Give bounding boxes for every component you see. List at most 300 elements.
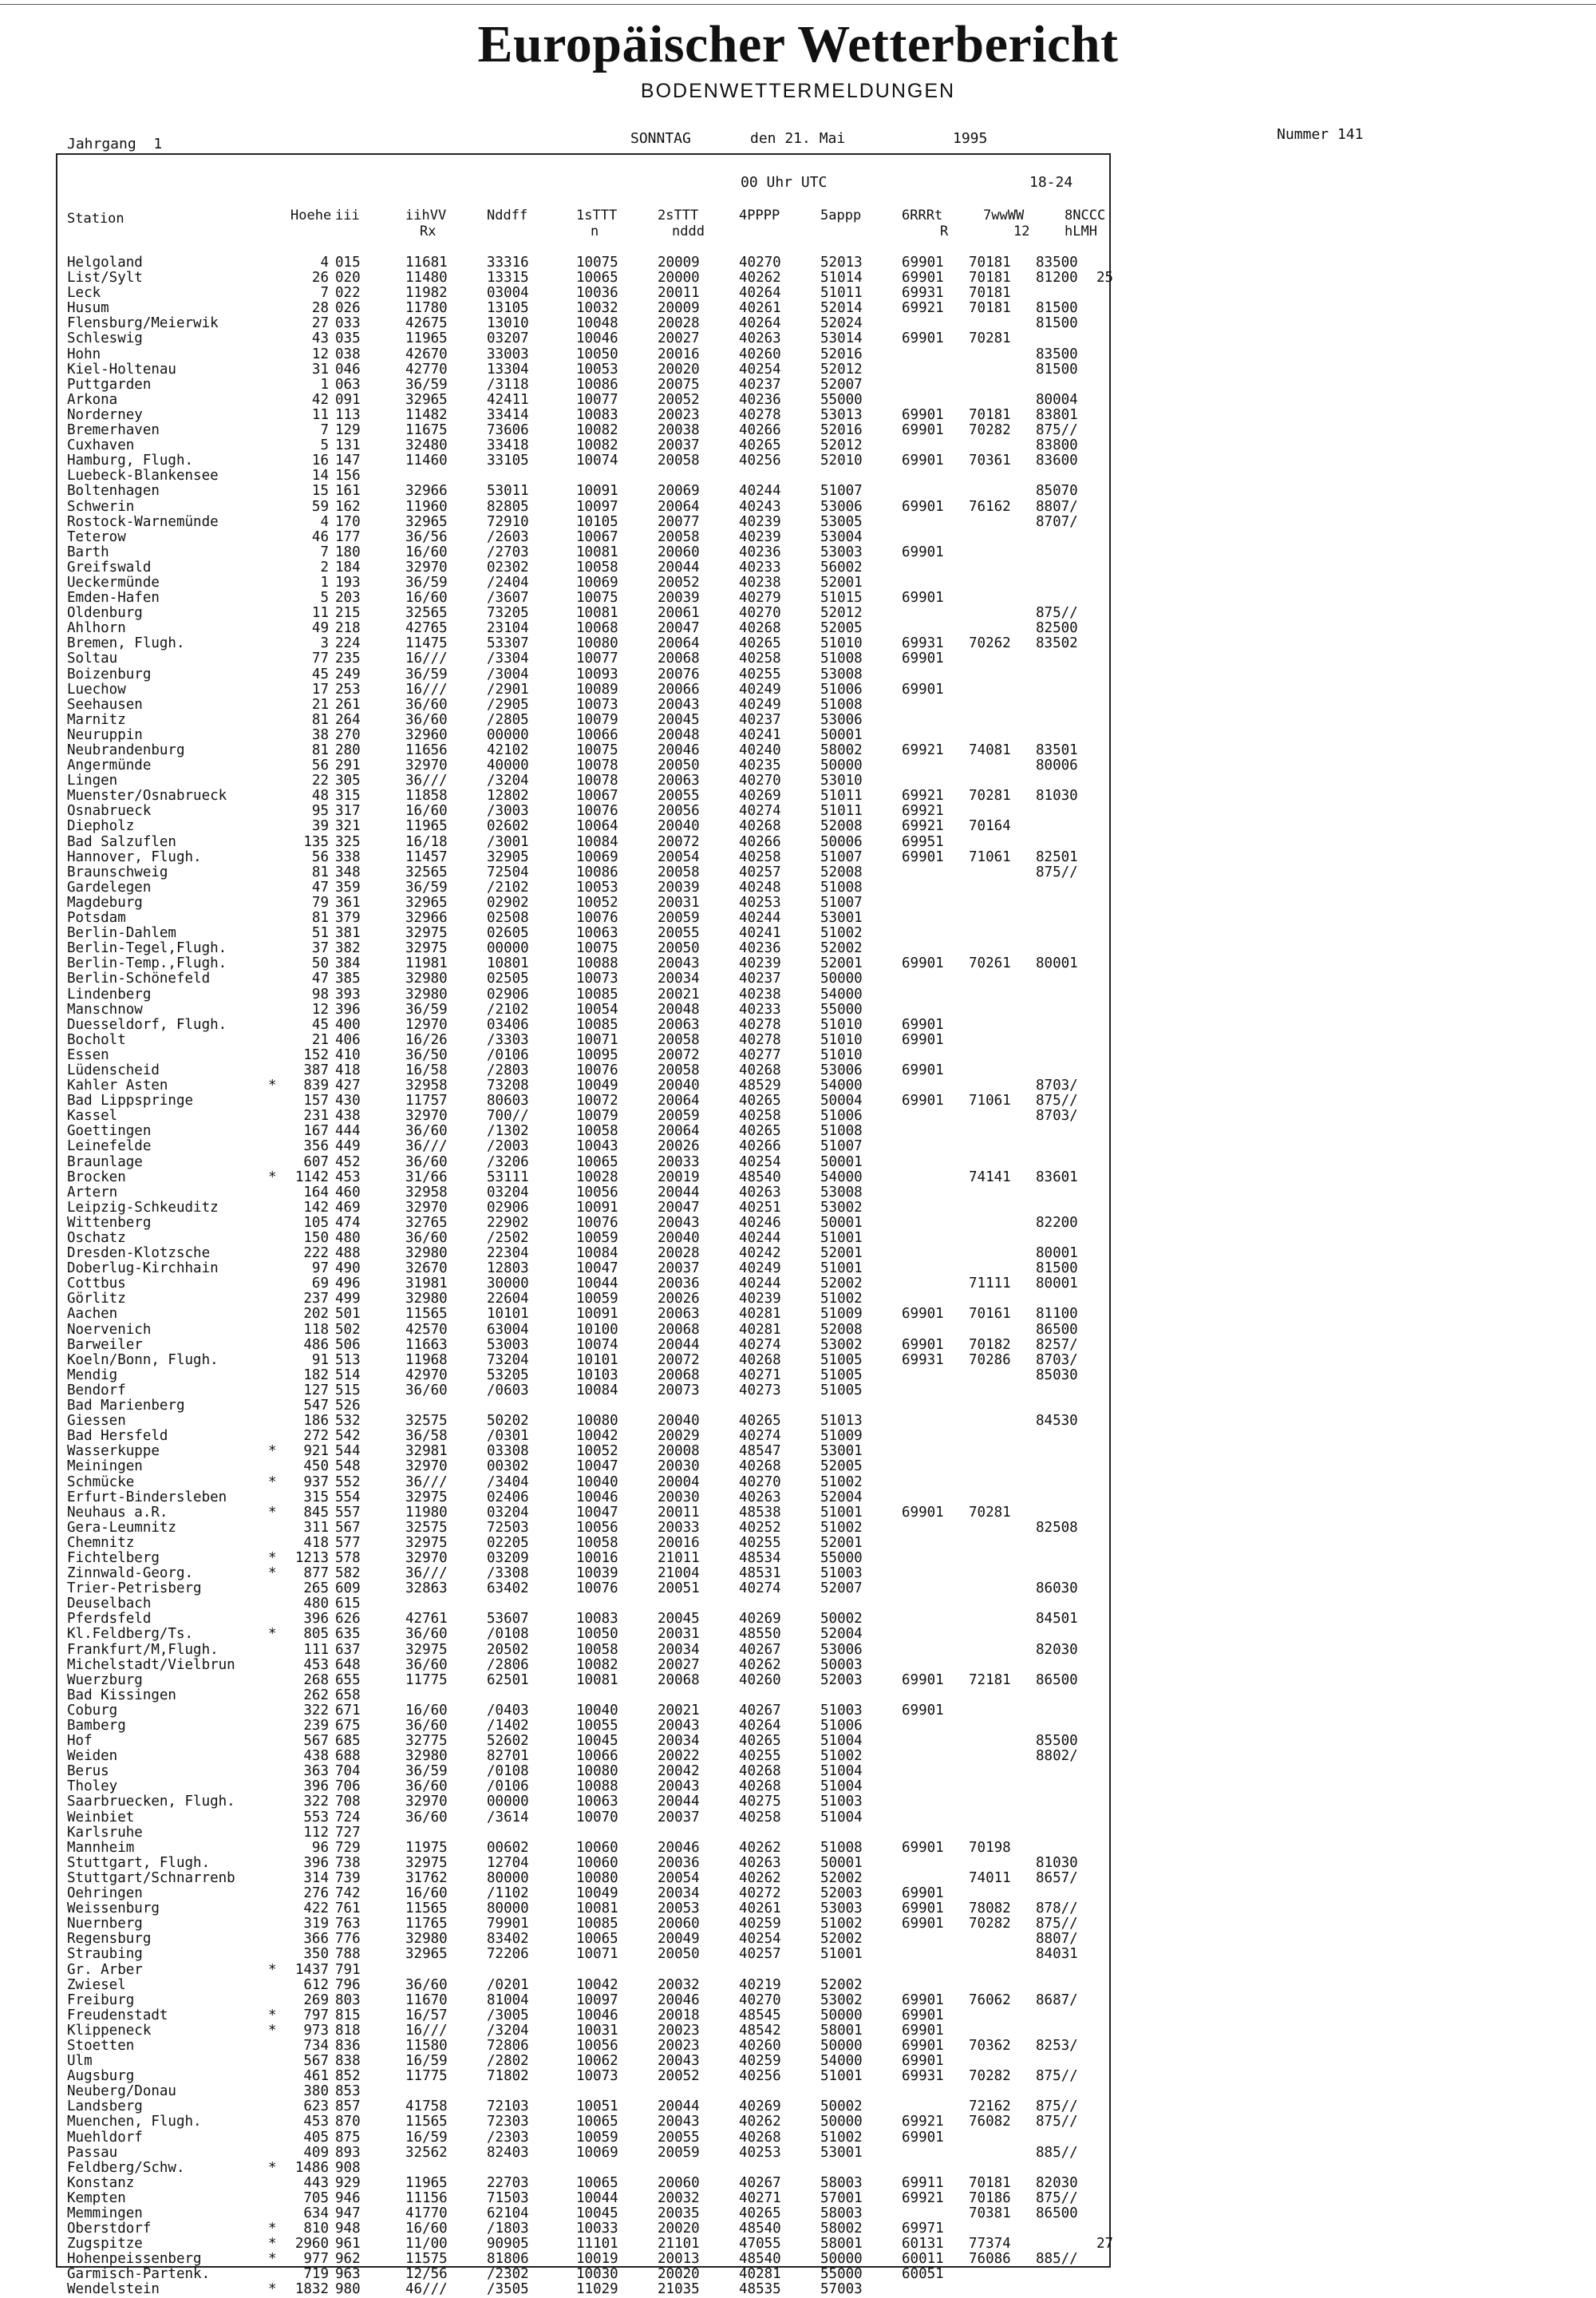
cell-iii: 738 xyxy=(335,1854,361,1871)
cell-2sttt: 20063 xyxy=(658,1016,700,1033)
cell-iihvv: 11765 xyxy=(405,1916,448,1932)
cell-4pppp: 40244 xyxy=(739,1230,781,1246)
cell-5appp: 54000 xyxy=(820,1169,863,1185)
cell-iii: 177 xyxy=(335,528,361,545)
cell-2sttt: 20023 xyxy=(658,2022,700,2039)
cell-iihvv: 32980 xyxy=(405,1291,448,1307)
table-row xyxy=(67,1048,1104,1063)
cell-2sttt: 20058 xyxy=(658,864,700,880)
cell-5appp: 58003 xyxy=(820,2205,863,2221)
table-row xyxy=(67,1521,1104,1536)
table-row xyxy=(67,2099,1104,2114)
cell-iihvv: 32975 xyxy=(405,1854,448,1871)
cell-nddff: 73208 xyxy=(487,1078,529,1094)
cell-alt-marker: * xyxy=(268,2159,277,2176)
cell-iihvv: 32965 xyxy=(405,513,448,530)
cell-4pppp: 40239 xyxy=(739,528,781,545)
cell-4pppp: 40278 xyxy=(739,1031,781,1048)
cell-2sttt: 20034 xyxy=(658,1885,700,1902)
cell-5appp: 50000 xyxy=(820,2037,863,2054)
cell-nddff: 50202 xyxy=(487,1413,529,1430)
cell-hoehe: 81 xyxy=(311,711,329,728)
cell-iihvv: 11670 xyxy=(405,1991,448,2008)
cell-2sttt: 20021 xyxy=(658,986,700,1003)
cell-4pppp: 40269 xyxy=(739,788,781,805)
cell-station: Schleswig xyxy=(67,330,143,347)
cell-1sttt: 10085 xyxy=(576,986,618,1003)
cell-iihvv: 11965 xyxy=(405,330,448,347)
cell-8nccc: 885// xyxy=(1036,2251,1078,2268)
cell-2sttt: 20077 xyxy=(658,513,700,530)
cell-iihvv: 11775 xyxy=(405,1671,448,1688)
cell-1sttt: 10082 xyxy=(576,422,618,439)
cell-2sttt: 20043 xyxy=(658,1778,700,1795)
cell-nddff: /1102 xyxy=(487,1885,529,1902)
cell-1sttt: 10067 xyxy=(576,528,618,545)
cell-iihvv: 42970 xyxy=(405,1367,448,1383)
cell-iii: 264 xyxy=(335,711,361,728)
cell-nddff: 22304 xyxy=(487,1245,529,1262)
cell-5appp: 52005 xyxy=(820,1458,863,1475)
cell-6rrrt: 69921 xyxy=(902,2114,944,2130)
table-row xyxy=(67,347,1104,362)
cell-nddff: /2303 xyxy=(487,2129,529,2146)
cell-8nccc: 8253/ xyxy=(1036,2037,1078,2054)
cell-2sttt: 20044 xyxy=(658,559,700,575)
cell-4pppp: 40252 xyxy=(739,1519,781,1536)
cell-1sttt: 10019 xyxy=(576,2251,618,2268)
cell-5appp: 52002 xyxy=(820,1931,863,1948)
table-row xyxy=(67,286,1104,301)
cell-iihvv: 16/60 xyxy=(405,1702,448,1719)
cell-iii: 637 xyxy=(335,1641,361,1658)
cell-2sttt: 20036 xyxy=(658,1854,700,1871)
cell-iihvv: 11780 xyxy=(405,300,448,317)
cell-iihvv: 32970 xyxy=(405,757,448,774)
cell-iii: 305 xyxy=(335,773,361,789)
cell-hoehe: 46 xyxy=(311,528,329,545)
table-row xyxy=(67,636,1104,651)
cell-iihvv: 42670 xyxy=(405,346,448,362)
cell-4pppp: 40254 xyxy=(739,1931,781,1948)
cell-nddff: 33418 xyxy=(487,437,529,454)
cell-hoehe: 553 xyxy=(303,1809,329,1825)
cell-4pppp: 48542 xyxy=(739,2022,781,2039)
cell-1sttt: 10064 xyxy=(576,818,618,835)
cell-1sttt: 10076 xyxy=(576,1214,618,1231)
cell-6rrrt: 69901 xyxy=(902,955,944,972)
cell-2sttt: 20043 xyxy=(658,2053,700,2070)
cell-iihvv: 11980 xyxy=(405,1504,448,1521)
cell-1sttt: 10088 xyxy=(576,955,618,972)
cell-8nccc: 875// xyxy=(1036,2189,1078,2206)
cell-1sttt: 10074 xyxy=(576,453,618,469)
cell-1sttt: 10075 xyxy=(576,742,618,758)
cell-4pppp: 40270 xyxy=(739,1991,781,2008)
cell-hoehe: 48 xyxy=(311,788,329,805)
cell-station: Bremerhaven xyxy=(67,422,160,439)
cell-station: Oehringen xyxy=(67,1885,143,1902)
cell-nddff: 81004 xyxy=(487,1991,529,2008)
table-row xyxy=(67,987,1104,1003)
cell-4pppp: 48540 xyxy=(739,1169,781,1185)
cell-iii: 449 xyxy=(335,1138,361,1155)
cell-5appp: 51009 xyxy=(820,1428,863,1445)
cell-2sttt: 20055 xyxy=(658,925,700,942)
cell-7wwww: 70281 xyxy=(969,788,1011,805)
cell-nddff: 03204 xyxy=(487,1184,529,1200)
cell-hoehe: 14 xyxy=(311,468,329,485)
cell-8nccc: 8257/ xyxy=(1036,1336,1078,1353)
cell-1sttt: 10073 xyxy=(576,971,618,987)
cell-iii: 791 xyxy=(335,1961,361,1978)
cell-2sttt: 20021 xyxy=(658,1702,700,1719)
cell-iii: 385 xyxy=(335,971,361,987)
cell-1sttt: 10069 xyxy=(576,574,618,591)
cell-hoehe: 127 xyxy=(303,1382,329,1398)
cell-1sttt: 10071 xyxy=(576,1946,618,1963)
table-row xyxy=(67,667,1104,682)
cell-nddff: /3304 xyxy=(487,651,529,667)
cell-1sttt: 10046 xyxy=(576,2007,618,2023)
cell-hoehe: 1 xyxy=(320,376,329,393)
cell-8nccc: 875// xyxy=(1036,2098,1078,2115)
cell-2sttt: 20046 xyxy=(658,742,700,758)
cell-nddff: /0603 xyxy=(487,1382,529,1398)
cell-iihvv: 46/// xyxy=(405,2281,448,2298)
cell-4pppp: 40259 xyxy=(739,2053,781,2070)
cell-2sttt: 20058 xyxy=(658,1062,700,1078)
cell-hoehe: 405 xyxy=(303,2129,329,2146)
cell-4pppp: 40242 xyxy=(739,1245,781,1262)
cell-1sttt: 10082 xyxy=(576,1656,618,1673)
cell-nddff: 53003 xyxy=(487,1336,529,1353)
cell-8nccc: 81030 xyxy=(1036,788,1078,805)
cell-7wwww: 70381 xyxy=(969,2205,1011,2221)
cell-iihvv: 32958 xyxy=(405,1078,448,1094)
cell-2sttt: 21101 xyxy=(658,2236,700,2253)
cell-alt-marker: * xyxy=(268,1443,277,1460)
cell-1sttt: 10047 xyxy=(576,1504,618,1521)
header-iii: iii xyxy=(335,208,360,223)
cell-hoehe: 97 xyxy=(311,1260,329,1277)
cell-iihvv: 32975 xyxy=(405,1534,448,1551)
header-1sttt: 1sTTT n xyxy=(576,208,618,239)
cell-4pppp: 40258 xyxy=(739,651,781,667)
cell-1sttt: 10089 xyxy=(576,681,618,698)
cell-alt-marker: * xyxy=(268,1504,277,1521)
cell-8nccc: 878// xyxy=(1036,1900,1078,1917)
cell-hoehe: 96 xyxy=(311,1839,329,1856)
cell-hoehe: 43 xyxy=(311,330,329,347)
cell-1sttt: 10047 xyxy=(576,1260,618,1277)
cell-iii: 131 xyxy=(335,437,361,454)
cell-5appp: 52004 xyxy=(820,1626,863,1643)
cell-station: Kl.Feldberg/Ts. xyxy=(67,1626,194,1643)
cell-6rrrt: 69911 xyxy=(902,2174,944,2191)
cell-station: Augsburg xyxy=(67,2068,135,2085)
cell-nddff: 83402 xyxy=(487,1931,529,1948)
cell-station: Arkona xyxy=(67,391,118,408)
cell-station: Coburg xyxy=(67,1702,118,1719)
cell-7wwww: 70181 xyxy=(969,406,1011,423)
cell-2sttt: 20052 xyxy=(658,574,700,591)
table-row xyxy=(67,469,1104,484)
cell-5appp: 53001 xyxy=(820,1443,863,1460)
cell-hoehe: 262 xyxy=(303,1687,329,1703)
cell-7wwww: 70181 xyxy=(969,300,1011,317)
cell-iii: 554 xyxy=(335,1489,361,1505)
cell-iii: 946 xyxy=(335,2189,361,2206)
cell-4pppp: 40274 xyxy=(739,1336,781,1353)
cell-2sttt: 20018 xyxy=(658,2007,700,2023)
cell-iii: 161 xyxy=(335,483,361,500)
cell-iihvv: 32562 xyxy=(405,2144,448,2161)
cell-station: Barth xyxy=(67,544,109,560)
cell-iii: 452 xyxy=(335,1153,361,1170)
table-row xyxy=(67,423,1104,438)
cell-1sttt: 10083 xyxy=(576,406,618,423)
cell-4pppp: 40268 xyxy=(739,1778,781,1795)
cell-7wwww: 74011 xyxy=(969,1869,1011,1886)
cell-nddff: /2806 xyxy=(487,1656,529,1673)
cell-1sttt: 10042 xyxy=(576,1428,618,1445)
cell-2sttt: 20019 xyxy=(658,1169,700,1185)
cell-5appp: 53006 xyxy=(820,1062,863,1078)
cell-iii: 544 xyxy=(335,1443,361,1460)
cell-hoehe: 56 xyxy=(311,757,329,774)
cell-4pppp: 40263 xyxy=(739,330,781,347)
cell-1sttt: 10058 xyxy=(576,1534,618,1551)
cell-4pppp: 40265 xyxy=(739,2205,781,2221)
page-subtitle: BODENWETTERMELDUNGEN xyxy=(640,80,956,102)
cell-6rrrt: 69901 xyxy=(902,422,944,439)
cell-7wwww: 70362 xyxy=(969,2037,1011,2054)
cell-1sttt: 10048 xyxy=(576,315,618,332)
cell-hoehe: 396 xyxy=(303,1854,329,1871)
table-row xyxy=(67,1703,1104,1719)
cell-iii: 532 xyxy=(335,1413,361,1430)
cell-nddff: /1302 xyxy=(487,1123,529,1140)
cell-station: Muehldorf xyxy=(67,2129,143,2146)
cell-iii: 147 xyxy=(335,453,361,469)
cell-2sttt: 20028 xyxy=(658,315,700,332)
cell-iihvv: 36/60 xyxy=(405,711,448,728)
cell-iihvv: 32970 xyxy=(405,559,448,575)
cell-1sttt: 10071 xyxy=(576,1031,618,1048)
cell-8nccc: 82030 xyxy=(1036,2174,1078,2191)
cell-station: Trier-Petrisberg xyxy=(67,1580,202,1597)
cell-2sttt: 20044 xyxy=(658,2098,700,2115)
cell-4pppp: 40278 xyxy=(739,406,781,423)
cell-nddff: 02906 xyxy=(487,1199,529,1216)
cell-4pppp: 40270 xyxy=(739,1473,781,1490)
cell-iihvv: 12/56 xyxy=(405,2266,448,2283)
cell-nddff: 03308 xyxy=(487,1443,529,1460)
cell-hoehe: 634 xyxy=(303,2205,329,2221)
cell-station: Magdeburg xyxy=(67,894,143,911)
cell-iii: 582 xyxy=(335,1565,361,1582)
cell-1sttt: 10082 xyxy=(576,437,618,454)
cell-iihvv: 32970 xyxy=(405,1458,448,1475)
cell-iihvv: 16/60 xyxy=(405,590,448,607)
cell-2sttt: 20072 xyxy=(658,1046,700,1063)
cell-station: Zugspitze xyxy=(67,2236,143,2253)
table-row xyxy=(67,1291,1104,1307)
cell-nddff: 10101 xyxy=(487,1306,529,1323)
cell-iii: 474 xyxy=(335,1214,361,1231)
cell-5appp: 51002 xyxy=(820,925,863,942)
cell-7wwww: 70282 xyxy=(969,422,1011,439)
cell-1sttt: 10044 xyxy=(576,2189,618,2206)
cell-8nccc: 86500 xyxy=(1036,2205,1078,2221)
cell-station: Berlin-Tegel,Flugh. xyxy=(67,940,227,957)
cell-4pppp: 40243 xyxy=(739,498,781,515)
cell-station: Cuxhaven xyxy=(67,437,135,454)
cell-hoehe: 1486 xyxy=(294,2159,329,2176)
cell-4pppp: 40255 xyxy=(739,1748,781,1765)
table-row xyxy=(67,2252,1104,2267)
cell-hoehe: 167 xyxy=(303,1123,329,1140)
cell-4pppp: 40267 xyxy=(739,2174,781,2191)
cell-5appp: 51014 xyxy=(820,270,863,287)
cell-station: Stuttgart/Schnarrenb xyxy=(67,1869,235,1886)
cell-iii: 162 xyxy=(335,498,361,515)
cell-alt-marker: * xyxy=(268,2007,277,2023)
cell-iii: 338 xyxy=(335,848,361,865)
cell-station: Kempten xyxy=(67,2189,126,2206)
cell-7wwww: 71111 xyxy=(969,1276,1011,1292)
cell-nddff: /3206 xyxy=(487,1153,529,1170)
cell-5appp: 51002 xyxy=(820,1473,863,1490)
cell-iii: 893 xyxy=(335,2144,361,2161)
header-8nccc: 8NCCC hLMH xyxy=(1065,208,1106,239)
cell-2sttt: 20048 xyxy=(658,726,700,743)
cell-1sttt: 10063 xyxy=(576,1794,618,1810)
cell-hoehe: 39 xyxy=(311,818,329,835)
cell-1sttt: 10084 xyxy=(576,1245,618,1262)
cell-2sttt: 20060 xyxy=(658,544,700,560)
cell-hoehe: 22 xyxy=(311,773,329,789)
cell-nddff: /2803 xyxy=(487,1062,529,1078)
cell-iii: 675 xyxy=(335,1718,361,1734)
cell-nddff: /0108 xyxy=(487,1763,529,1780)
cell-iii: 838 xyxy=(335,2053,361,2070)
cell-hoehe: 734 xyxy=(303,2037,329,2054)
cell-5appp: 50001 xyxy=(820,1153,863,1170)
cell-1sttt: 10039 xyxy=(576,1565,618,1582)
cell-2sttt: 20011 xyxy=(658,1504,700,1521)
cell-nddff: 62104 xyxy=(487,2205,529,2221)
cell-4pppp: 40274 xyxy=(739,1428,781,1445)
cell-station: Berlin-Dahlem xyxy=(67,925,176,942)
cell-station: Wuerzburg xyxy=(67,1671,143,1688)
cell-4pppp: 40241 xyxy=(739,925,781,942)
cell-4pppp: 40240 xyxy=(739,742,781,758)
cell-iihvv: 42570 xyxy=(405,1321,448,1338)
cell-6rrrt: 60011 xyxy=(902,2251,944,2268)
cell-4pppp: 40246 xyxy=(739,1214,781,1231)
cell-hoehe: 314 xyxy=(303,1869,329,1886)
cell-1sttt: 10072 xyxy=(576,1093,618,1109)
table-row xyxy=(67,728,1104,743)
table-row xyxy=(67,1581,1104,1596)
cell-hoehe: 91 xyxy=(311,1351,329,1368)
cell-1sttt: 10031 xyxy=(576,2022,618,2039)
cell-station: Freudenstadt xyxy=(67,2007,168,2023)
cell-hoehe: 1213 xyxy=(294,1549,329,1566)
cell-hoehe: 239 xyxy=(303,1718,329,1734)
cell-4pppp: 40255 xyxy=(739,666,781,682)
cell-6rrrt: 69901 xyxy=(902,498,944,515)
cell-4pppp: 40261 xyxy=(739,1900,781,1917)
cell-iihvv: 42675 xyxy=(405,315,448,332)
table-row xyxy=(67,773,1104,789)
cell-iihvv: 11480 xyxy=(405,270,448,287)
cell-nddff: /3404 xyxy=(487,1473,529,1490)
cell-4pppp: 40257 xyxy=(739,1946,781,1963)
cell-6rrrt: 69901 xyxy=(902,1702,944,1719)
cell-nddff: /3005 xyxy=(487,2007,529,2023)
cell-6rrrt: 69901 xyxy=(902,590,944,607)
cell-hoehe: 4 xyxy=(320,255,329,271)
cell-iihvv: 32966 xyxy=(405,483,448,500)
issue-number: Nummer 141 xyxy=(1277,126,1364,143)
cell-7wwww: 74081 xyxy=(969,742,1011,758)
cell-4pppp: 40253 xyxy=(739,2144,781,2161)
table-row xyxy=(67,1185,1104,1200)
cell-iii: 046 xyxy=(335,361,361,378)
cell-iihvv: 16/57 xyxy=(405,2007,448,2023)
cell-4pppp: 40262 xyxy=(739,1869,781,1886)
cell-iii: 361 xyxy=(335,894,361,911)
cell-hoehe: 111 xyxy=(303,1641,329,1658)
cell-6rrrt: 69901 xyxy=(902,1031,944,1048)
cell-2sttt: 20049 xyxy=(658,1931,700,1948)
cell-hoehe: 26 xyxy=(311,270,329,287)
cell-7wwww: 77374 xyxy=(969,2236,1011,2253)
cell-iii: 742 xyxy=(335,1885,361,1902)
cell-iii: 261 xyxy=(335,696,361,713)
cell-iii: 156 xyxy=(335,468,361,485)
cell-station: Bendorf xyxy=(67,1382,126,1398)
cell-4pppp: 40266 xyxy=(739,422,781,439)
cell-1sttt: 10077 xyxy=(576,651,618,667)
cell-1sttt: 10032 xyxy=(576,300,618,317)
cell-nddff: /0108 xyxy=(487,1626,529,1643)
cell-1sttt: 10050 xyxy=(576,346,618,362)
cell-nddff: 71503 xyxy=(487,2189,529,2206)
cell-4pppp: 40278 xyxy=(739,1016,781,1033)
cell-nddff: 20502 xyxy=(487,1641,529,1658)
cell-ff-ff: 27 xyxy=(1096,2236,1114,2253)
cell-1sttt: 10105 xyxy=(576,513,618,530)
table-row xyxy=(67,2282,1104,2297)
observation-time: 00 Uhr UTC xyxy=(741,174,828,191)
cell-iii: 655 xyxy=(335,1671,361,1688)
cell-1sttt: 10050 xyxy=(576,1626,618,1643)
cell-8nccc: 86500 xyxy=(1036,1671,1078,1688)
cell-hoehe: 877 xyxy=(303,1565,329,1582)
cell-4pppp: 40275 xyxy=(739,1794,781,1810)
table-row xyxy=(67,453,1104,469)
cell-4pppp: 40267 xyxy=(739,1702,781,1719)
cell-station: Karlsruhe xyxy=(67,1824,143,1841)
cell-2sttt: 20027 xyxy=(658,330,700,347)
cell-1sttt: 10049 xyxy=(576,1078,618,1094)
cell-nddff: 80000 xyxy=(487,1869,529,1886)
cell-4pppp: 40266 xyxy=(739,1138,781,1155)
